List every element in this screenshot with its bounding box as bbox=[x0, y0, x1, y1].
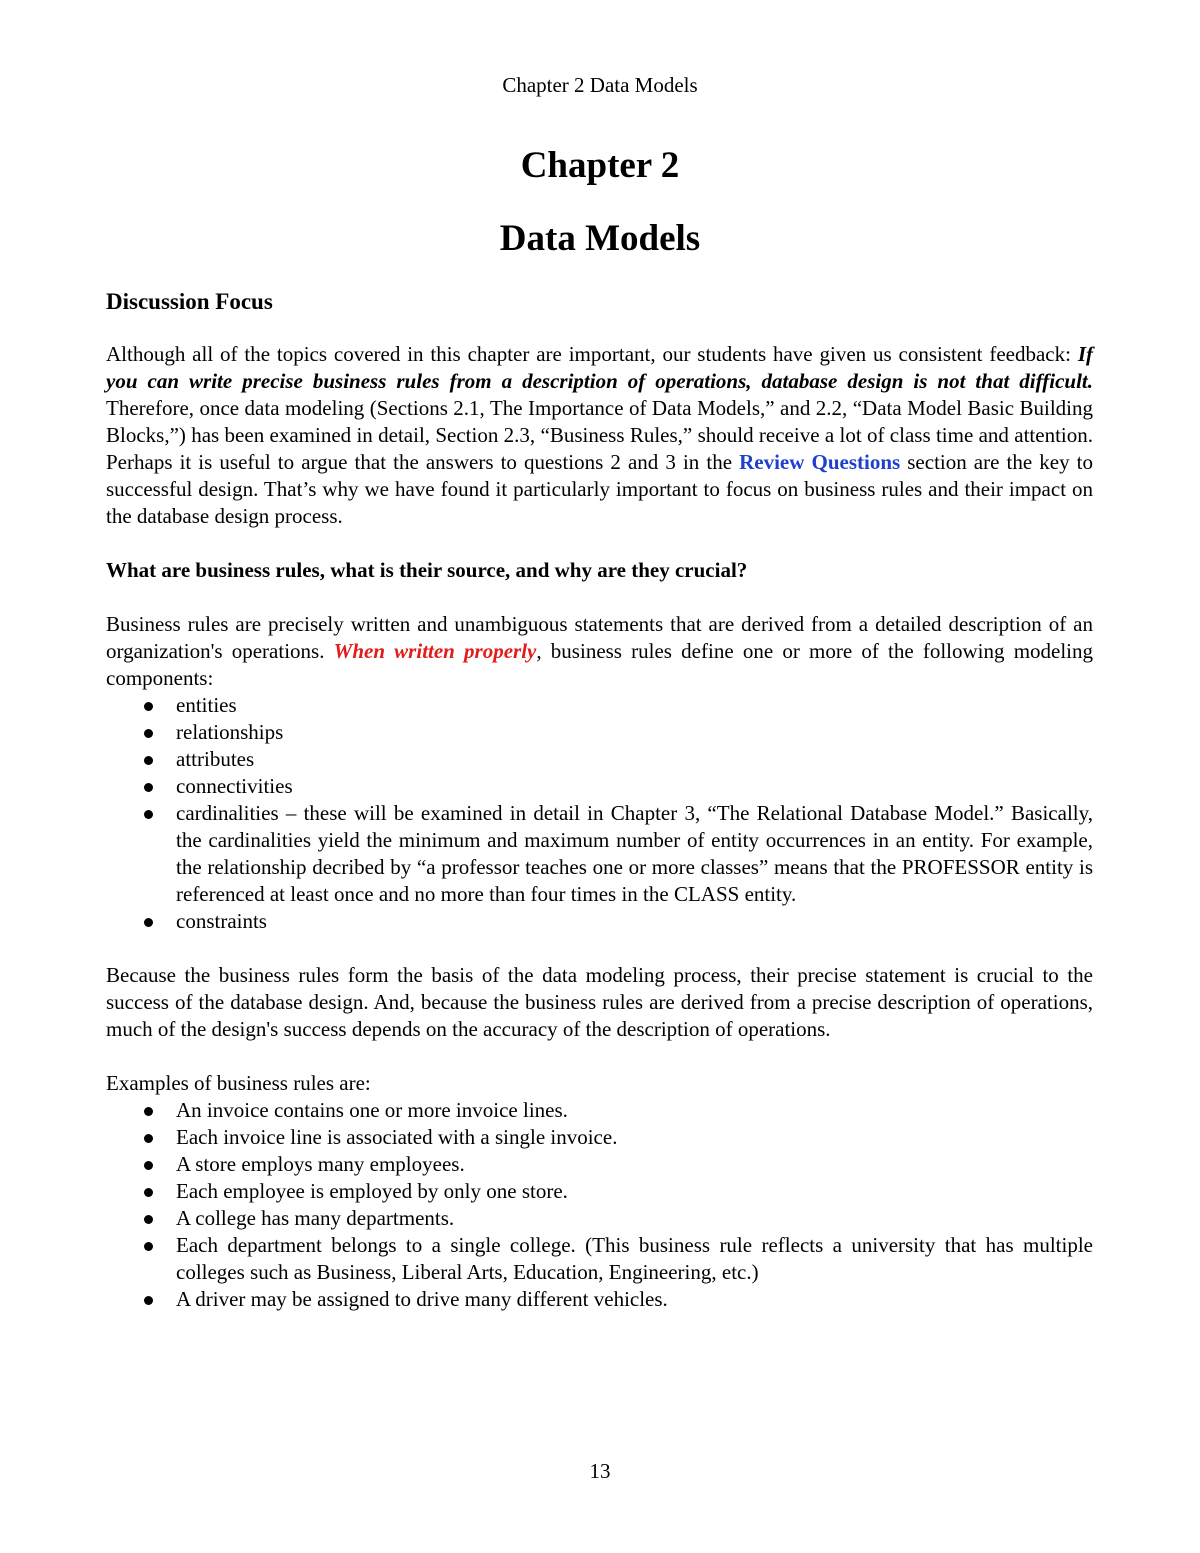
business-rules-question-heading: What are business rules, what is their source, and why are they crucial? bbox=[106, 558, 748, 582]
discussion-text-intro: Although all of the topics covered in this chapter are important, our students have given us consistent feedback: bbox=[106, 342, 1078, 366]
page-number: 13 bbox=[589, 1459, 611, 1483]
business-rule-examples-list bbox=[106, 1097, 1093, 1313]
spacer bbox=[106, 1043, 1093, 1070]
running-header: Chapter 2 Data Models bbox=[502, 73, 698, 97]
list-item-text: A driver may be assigned to drive many different vehicles. bbox=[176, 1287, 668, 1311]
bullet-icon bbox=[144, 1296, 153, 1305]
list-item bbox=[106, 1151, 1093, 1178]
list-item-text: A store employs many employees. bbox=[176, 1152, 465, 1176]
list-item bbox=[106, 746, 1093, 773]
discussion-text-middle: Therefore, once data modeling (Sections 2.1, The Importance of Data Models,” and 2.2, “Data Model Basic Building Blocks,”) has been examined in detail, Section 2.3, “Business Rules,” should receive a lot of class time and attention. Perhaps it is useful to argue that the answers to questions 2 and 3 in the bbox=[106, 396, 1093, 474]
list-item bbox=[106, 1178, 1093, 1205]
list-item bbox=[106, 1124, 1093, 1151]
examples-intro: Examples of business rules are: bbox=[106, 1071, 371, 1095]
spacer bbox=[106, 530, 1093, 557]
list-item-text: cardinalities – these will be examined in detail in Chapter 3, “The Relational Database Model.” Basically, the cardinalities yield the minimum and maximum number of entity occurrences in an entity. For example, the relationship decribed by “a professor teaches one or more classes” means that the PROFESSOR entity is referenced at least once and no more than four times in the CLASS entity. bbox=[176, 801, 1093, 906]
discussion-emphasis: If you can write precise business rules from a description of operations, database design is not that difficult. bbox=[106, 342, 1093, 393]
list-item bbox=[106, 719, 1093, 746]
when-written-properly-emphasis: When written properly bbox=[333, 639, 537, 663]
bullet-icon bbox=[144, 1242, 153, 1251]
bullet-icon bbox=[144, 783, 153, 792]
review-questions-link[interactable]: Review Questions bbox=[739, 450, 901, 474]
list-item-text: Each department belongs to a single college. (This business rule reflects a university that has multiple colleges such as Business, Liberal Arts, Education, Engineering, etc.) bbox=[176, 1233, 1093, 1284]
list-item bbox=[106, 1097, 1093, 1124]
discussion-paragraph bbox=[106, 341, 1093, 530]
list-item-text: A college has many departments. bbox=[176, 1206, 455, 1230]
list-item bbox=[106, 1232, 1093, 1286]
list-item-text: Each employee is employed by only one store. bbox=[176, 1179, 568, 1203]
spacer bbox=[106, 584, 1093, 611]
list-item bbox=[106, 1286, 1093, 1313]
bullet-icon bbox=[144, 1215, 153, 1224]
list-item bbox=[106, 908, 1093, 935]
business-rules-definition-paragraph bbox=[106, 611, 1093, 692]
precise-statement-paragraph: Because the business rules form the basis of the data modeling process, their precise statement is crucial to the success of the database design. And, because the business rules are derived from a precise description of operations, much of the design's success depends on the accuracy of the description of operations. bbox=[106, 963, 1093, 1041]
bullet-icon bbox=[144, 729, 153, 738]
definition-text-end: , business rules define one or more of the following modeling components: bbox=[106, 639, 1094, 690]
bullet-icon bbox=[144, 918, 153, 927]
bullet-icon bbox=[144, 756, 153, 765]
chapter-name-title: Data Models bbox=[499, 218, 701, 259]
discussion-text-end: section are the key to successful design. That’s why we have found it particularly important to focus on business rules and their impact on the database design process. bbox=[106, 450, 1093, 528]
list-item bbox=[106, 692, 1093, 719]
list-item-text: relationships bbox=[176, 720, 284, 744]
list-item-text: attributes bbox=[176, 747, 255, 771]
list-item-text: An invoice contains one or more invoice lines. bbox=[176, 1098, 568, 1122]
list-item bbox=[106, 800, 1093, 908]
list-item-text: constraints bbox=[176, 909, 267, 933]
list-item-text: Each invoice line is associated with a single invoice. bbox=[176, 1125, 618, 1149]
list-item-text: connectivities bbox=[176, 774, 293, 798]
document-body bbox=[106, 288, 1093, 1313]
bullet-icon bbox=[144, 702, 153, 711]
list-item bbox=[106, 773, 1093, 800]
bullet-icon bbox=[144, 1107, 153, 1116]
modeling-components-list bbox=[106, 692, 1093, 935]
bullet-icon bbox=[144, 1188, 153, 1197]
list-item bbox=[106, 1205, 1093, 1232]
chapter-number-title: Chapter 2 bbox=[520, 145, 680, 186]
discussion-focus-heading: Discussion Focus bbox=[106, 289, 273, 314]
bullet-icon bbox=[144, 1161, 153, 1170]
bullet-icon bbox=[144, 810, 153, 819]
definition-text-intro: Business rules are precisely written and unambiguous statements that are derived from a detailed description of an organization's operations. bbox=[106, 612, 1093, 663]
list-item-text: entities bbox=[176, 693, 237, 717]
bullet-icon bbox=[144, 1134, 153, 1143]
spacer bbox=[106, 935, 1093, 962]
